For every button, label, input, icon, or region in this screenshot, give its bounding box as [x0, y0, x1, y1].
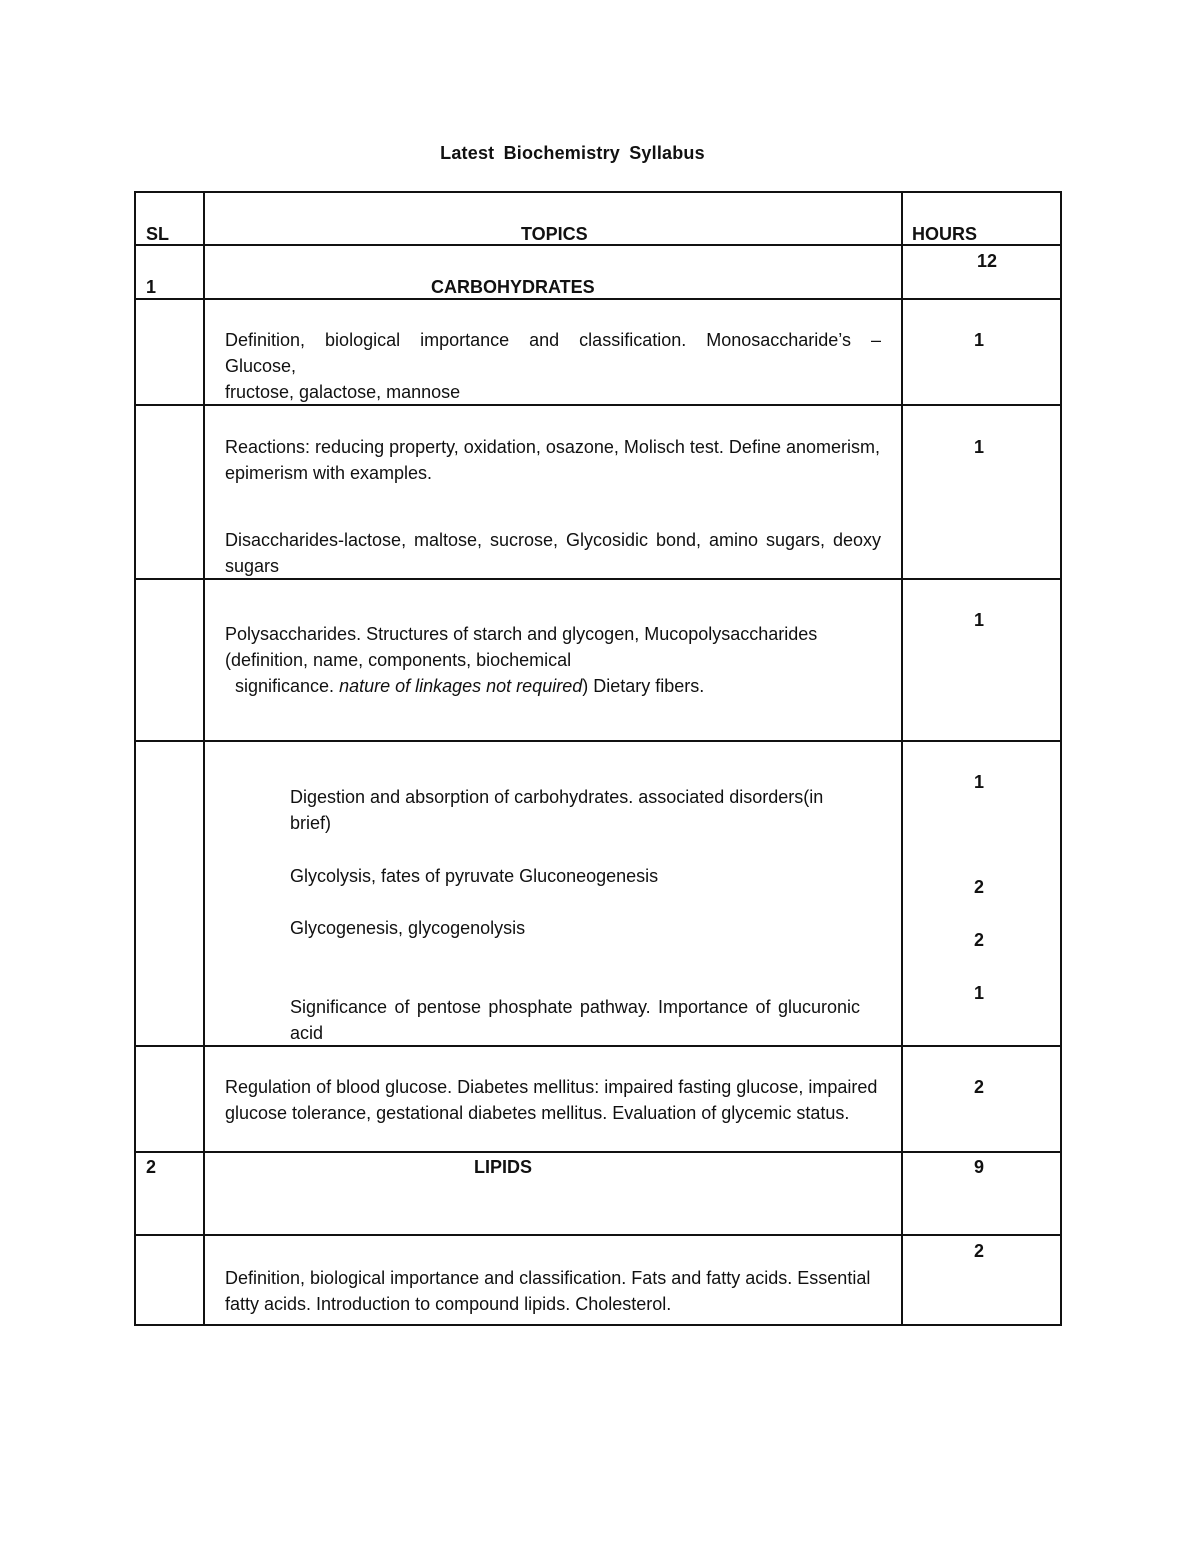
section2-sl: 2: [146, 1157, 157, 1177]
table-row: [135, 299, 1061, 405]
hours-r6: 2: [973, 1241, 984, 1261]
topic-glycolysis: Glycolysis, fates of pyruvate Gluconeogenesis: [290, 866, 659, 886]
header-hours: HOURS: [912, 224, 978, 244]
table-row: [135, 741, 1061, 1046]
table-row: [135, 405, 1061, 579]
topic-definition-carbohydrates: Definition, biological importance and classification. Monosaccharide’s – Glucose, fructose, galactose, mannose: [225, 330, 881, 402]
topic-reactions: Reactions: reducing property, oxidation, osazone, Molisch test. Define anomerism, epimerism with examples.: [225, 437, 880, 483]
section-row-lipids: [135, 1152, 1061, 1235]
section1-name: CARBOHYDRATES: [431, 277, 595, 297]
topic-definition-lipids: Definition, biological importance and classification. Fats and fatty acids. Essential fatty acids. Introduction to compound lipids. Cholesterol.: [225, 1268, 871, 1314]
section2-hours: 9: [973, 1157, 984, 1177]
hours-r1: 1: [973, 330, 984, 350]
syllabus-table: [134, 191, 1062, 1326]
hours-glycolysis: 2: [973, 877, 984, 897]
topic-blood-glucose: Regulation of blood glucose. Diabetes mellitus: impaired fasting glucose, impaired glucose tolerance, gestational diabetes mellitus. Evaluation of glycemic status.: [225, 1077, 878, 1123]
hours-r5: 2: [973, 1077, 984, 1097]
topic-disaccharides: Disaccharides-lactose, maltose, sucrose, Glycosidic bond, amino sugars, deoxy sugars: [225, 530, 881, 576]
header-sl: SL: [146, 224, 170, 244]
topic-glycogenesis: Glycogenesis, glycogenolysis: [290, 918, 526, 938]
hours-glycogenesis: 2: [973, 930, 984, 950]
table-row: [135, 1046, 1061, 1152]
topic-pentose-phosphate: Significance of pentose phosphate pathway. Importance of glucuronic acid: [290, 997, 860, 1043]
header-topics: TOPICS: [521, 224, 588, 244]
hours-pentose-phosphate: 1: [973, 983, 984, 1003]
hours-digestion: 1: [973, 772, 984, 792]
topic-digestion: Digestion and absorption of carbohydrates. associated disorders(in brief): [290, 787, 824, 833]
table-row: [135, 579, 1061, 741]
page-title: Latest Biochemistry Syllabus: [440, 143, 705, 163]
table-row: [135, 1235, 1061, 1325]
section2-name: LIPIDS: [474, 1157, 533, 1177]
section1-hours: 12: [976, 251, 998, 271]
section1-sl: 1: [146, 277, 157, 297]
hours-r2: 1: [973, 437, 984, 457]
hours-r3: 1: [973, 610, 984, 630]
section-row-carbohydrates: [135, 245, 1061, 299]
table-header-row: [135, 192, 1061, 245]
topic-polysaccharides: Polysaccharides. Structures of starch and glycogen, Mucopolysaccharides (definition, name, components, biochemical significance. nature of linkages not required) Dietary fibers.: [225, 624, 818, 696]
